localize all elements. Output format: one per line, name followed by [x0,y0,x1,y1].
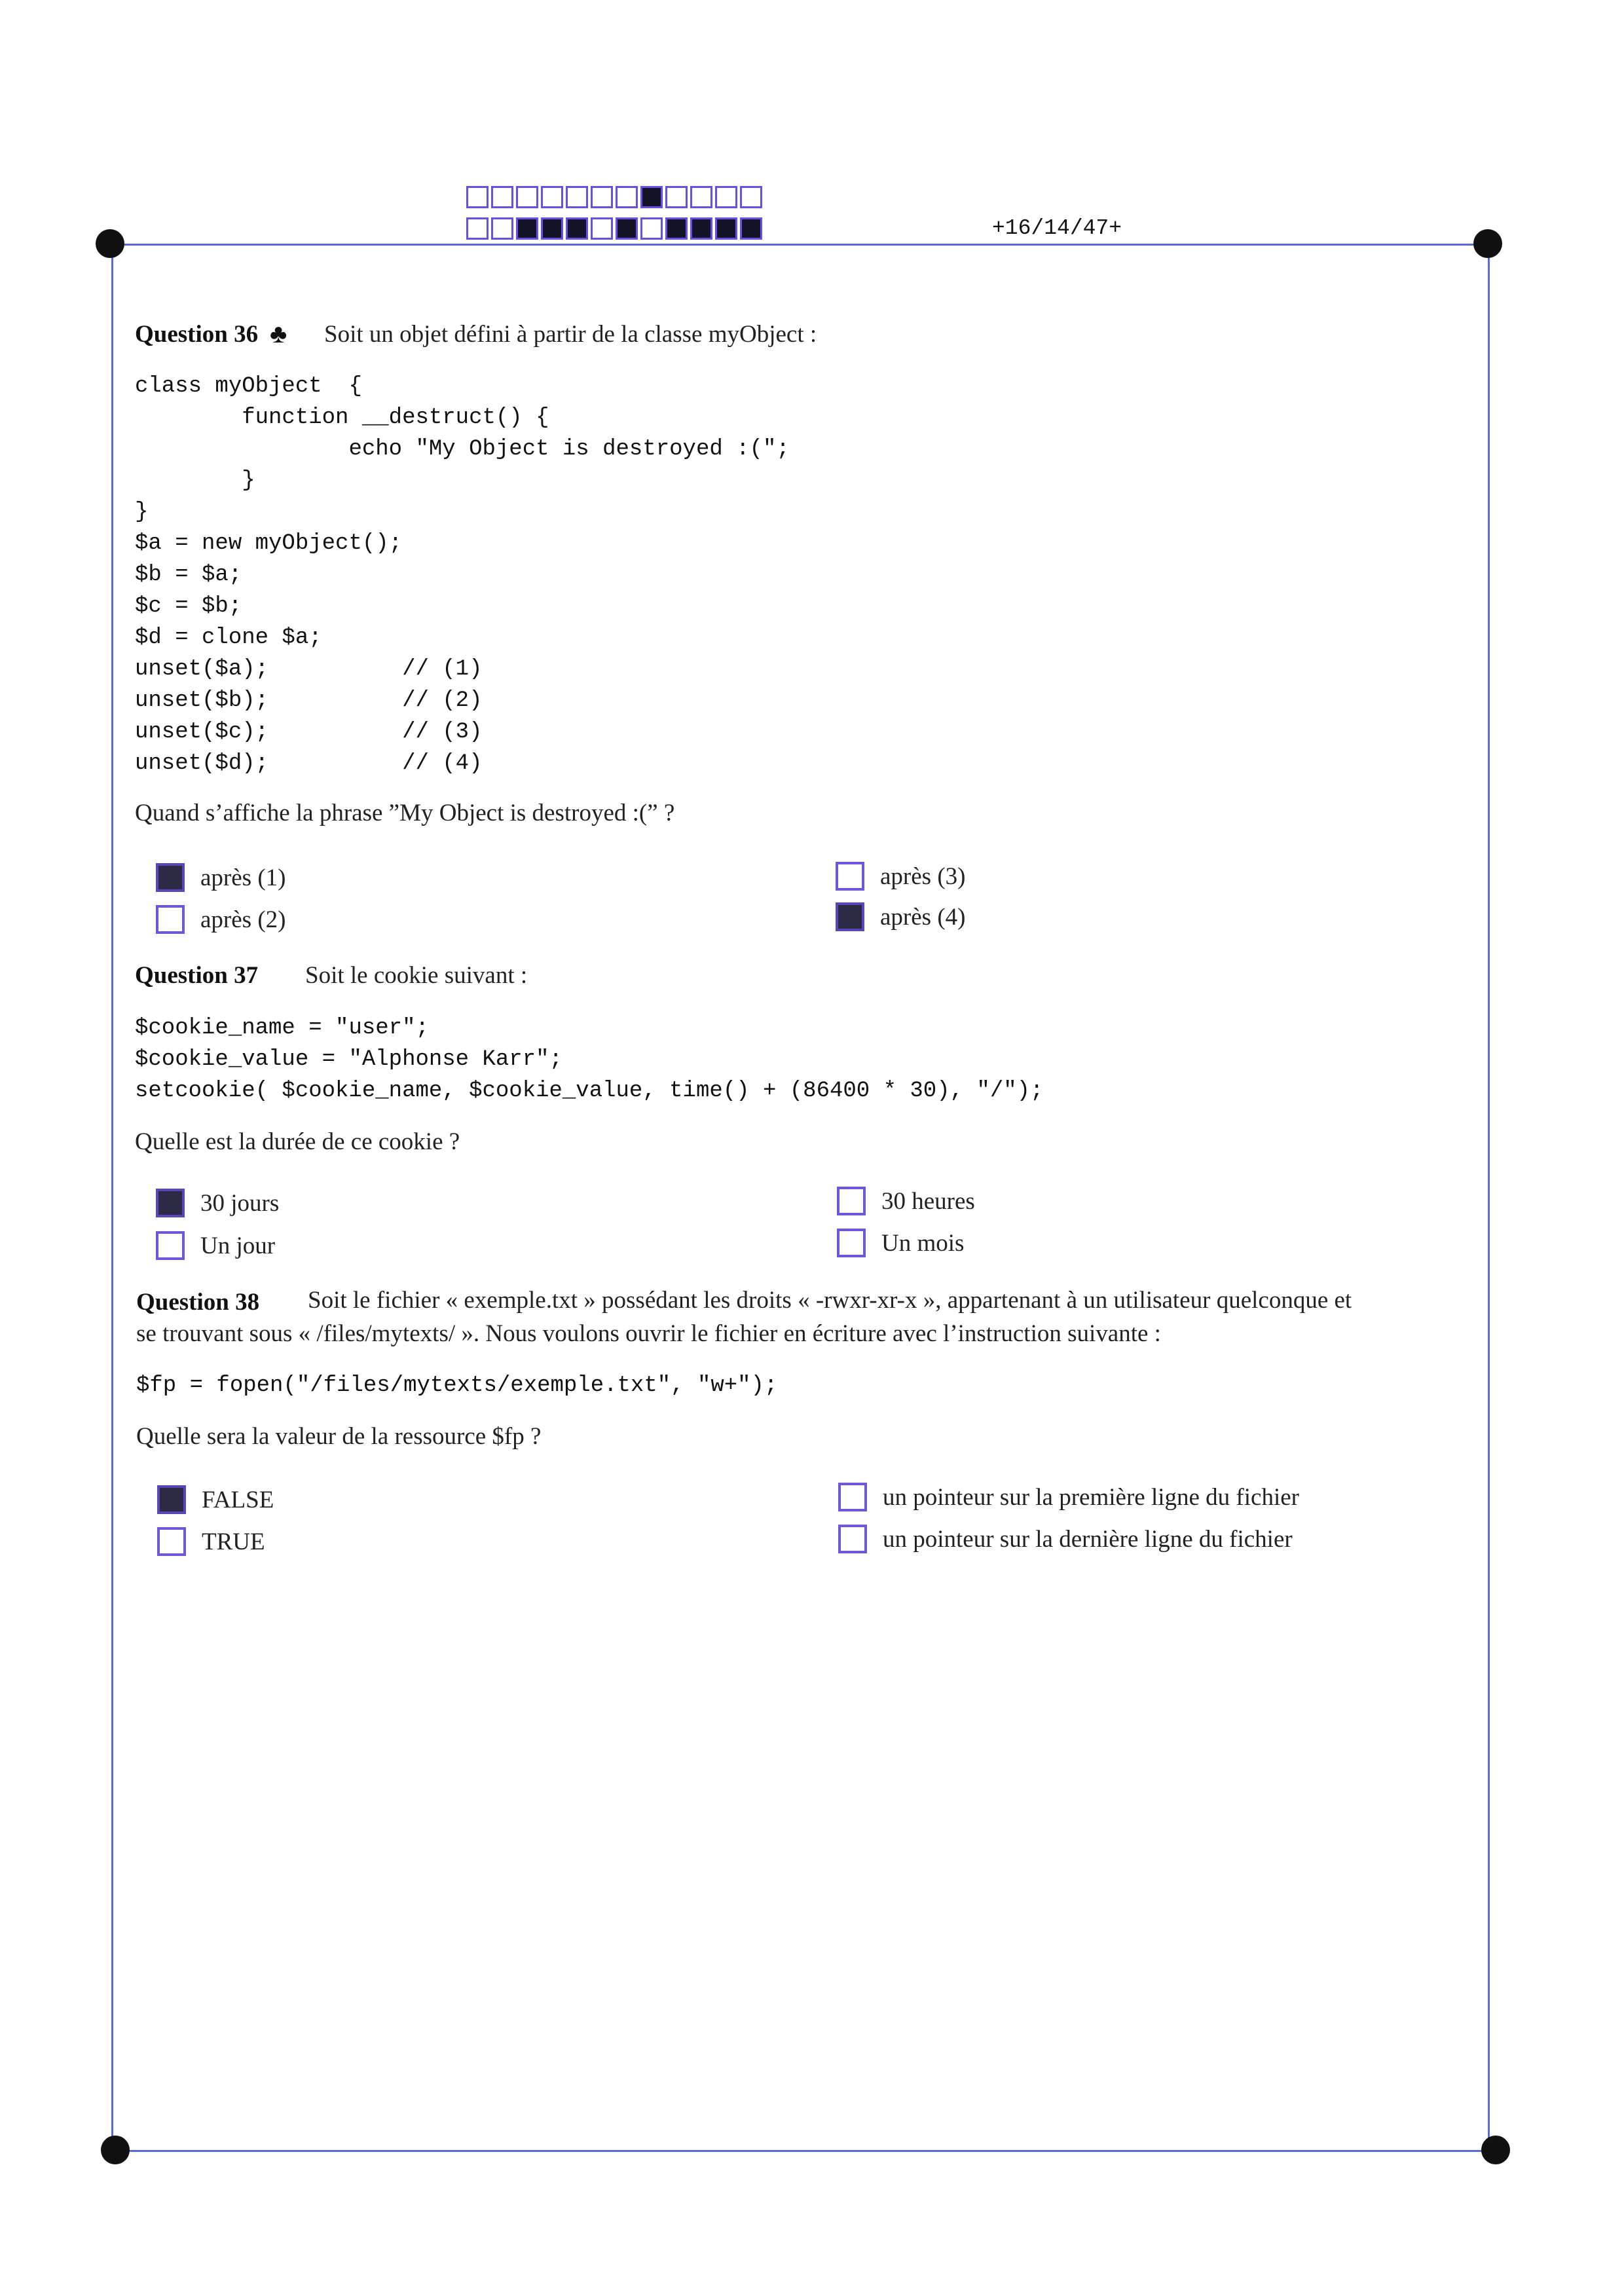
question-38-intro-line-2: se trouvant sous « /files/mytexts/ ». Nous voulons ouvrir le fichier en écriture avec l’instruction suivante : [136,1320,1161,1347]
id-grid-cell [466,217,489,240]
q38-option-pointeur-derniere-ligne[interactable] [838,1525,1293,1553]
corner-marker-bottom-left [101,2136,130,2164]
id-grid-cell [665,217,688,240]
id-grid-cell [566,186,588,208]
option-label: 30 jours [200,1189,280,1217]
question-38-code: $fp = fopen("/files/mytexts/exemple.txt", "w+"); [136,1373,778,1398]
q36-option-apres-3[interactable] [836,862,965,891]
checkbox[interactable] [838,1483,867,1511]
id-grid-cell [640,217,663,240]
id-grid-cell [665,186,688,208]
id-grid-cell [715,217,737,240]
corner-marker-bottom-right [1481,2136,1510,2164]
id-grid-row-1 [466,186,765,208]
question-37-prompt: Quelle est la durée de ce cookie ? [135,1128,460,1155]
option-label: après (3) [880,862,966,890]
option-label: après (2) [200,906,286,933]
checkbox[interactable] [837,1229,866,1257]
q37-option-30-heures[interactable] [837,1187,975,1215]
question-36-code: class myObject { function __destruct() { echo "My Object is destroyed :("; } } $a = new myObject(); $b = $a; $c = $b; $d = clone $a; unset($a); // (1) unset($b); // (2) unset($c); // (3) unset($d); // (4) [135,374,790,776]
id-grid-row-2 [466,217,765,240]
id-grid-cell [541,217,563,240]
question-38-title: Question 38 [136,1289,260,1316]
q38-option-false[interactable] [157,1485,274,1514]
checkbox[interactable] [156,1231,185,1260]
frame-top [110,244,1489,246]
id-grid-cell [516,217,538,240]
q36-option-apres-1[interactable] [156,863,286,892]
checkbox[interactable] [837,1187,866,1215]
q36-option-apres-4[interactable] [836,902,965,931]
frame-left [111,244,113,2151]
id-grid-cell [640,186,663,208]
q38-option-true[interactable] [157,1527,265,1556]
question-38-prompt: Quelle sera la valeur de la ressource $fp ? [136,1423,542,1450]
question-37-title: Question 37 [135,962,259,989]
id-grid-cell [591,186,613,208]
page-code: +16/14/47+ [992,216,1122,240]
option-label: un pointeur sur la dernière ligne du fichier [883,1525,1293,1553]
corner-marker-top-right [1473,229,1502,258]
id-grid-cell [616,186,638,208]
id-grid-cell [466,186,489,208]
checkbox[interactable] [156,863,185,892]
frame-bottom [115,2150,1496,2152]
id-grid-cell [740,217,762,240]
option-label: Un mois [881,1229,965,1257]
checkbox[interactable] [836,902,864,931]
checkbox[interactable] [838,1525,867,1553]
option-label: TRUE [202,1528,265,1555]
question-38-intro-line-1: Soit le fichier « exemple.txt » possédant les droits « -rwxr-xr-x », appartenant à un utilisateur quelconque et [308,1287,1352,1314]
question-36-prompt: Quand s’affiche la phrase ”My Object is destroyed :(” ? [135,800,675,826]
id-grid-cell [690,217,712,240]
id-grid-cell [591,217,613,240]
id-grid-cell [491,186,513,208]
id-grid-cell [690,186,712,208]
club-icon: ♣ [270,319,287,348]
id-grid-cell [516,186,538,208]
q37-option-un-jour[interactable] [156,1231,275,1260]
id-grid-cell [740,186,762,208]
q37-option-30-jours[interactable] [156,1189,279,1217]
checkbox[interactable] [157,1527,186,1556]
checkbox[interactable] [156,905,185,934]
question-36-title: Question 36 [135,321,259,348]
option-label: Un jour [200,1232,276,1259]
q36-option-apres-2[interactable] [156,905,286,934]
option-label: un pointeur sur la première ligne du fichier [883,1483,1299,1511]
question-37-intro: Soit le cookie suivant : [305,962,528,989]
id-grid-cell [616,217,638,240]
option-label: 30 heures [881,1187,975,1215]
checkbox[interactable] [156,1189,185,1217]
id-grid-cell [491,217,513,240]
id-grid-cell [541,186,563,208]
q37-option-un-mois[interactable] [837,1229,964,1257]
question-36-intro: Soit un objet défini à partir de la classe myObject : [324,321,817,348]
checkbox[interactable] [157,1485,186,1514]
frame-right [1488,244,1490,2151]
question-37-code: $cookie_name = "user"; $cookie_value = "Alphonse Karr"; setcookie( $cookie_name, $cookie_value, time() + (86400 * 30), "/"); [135,1016,1044,1103]
id-grid-cell [566,217,588,240]
id-grid-cell [715,186,737,208]
corner-marker-top-left [96,229,124,258]
option-label: après (1) [200,864,286,891]
option-label: après (4) [880,903,966,931]
option-label: FALSE [202,1486,274,1513]
checkbox[interactable] [836,862,864,891]
q38-option-pointeur-premiere-ligne[interactable] [838,1483,1299,1511]
